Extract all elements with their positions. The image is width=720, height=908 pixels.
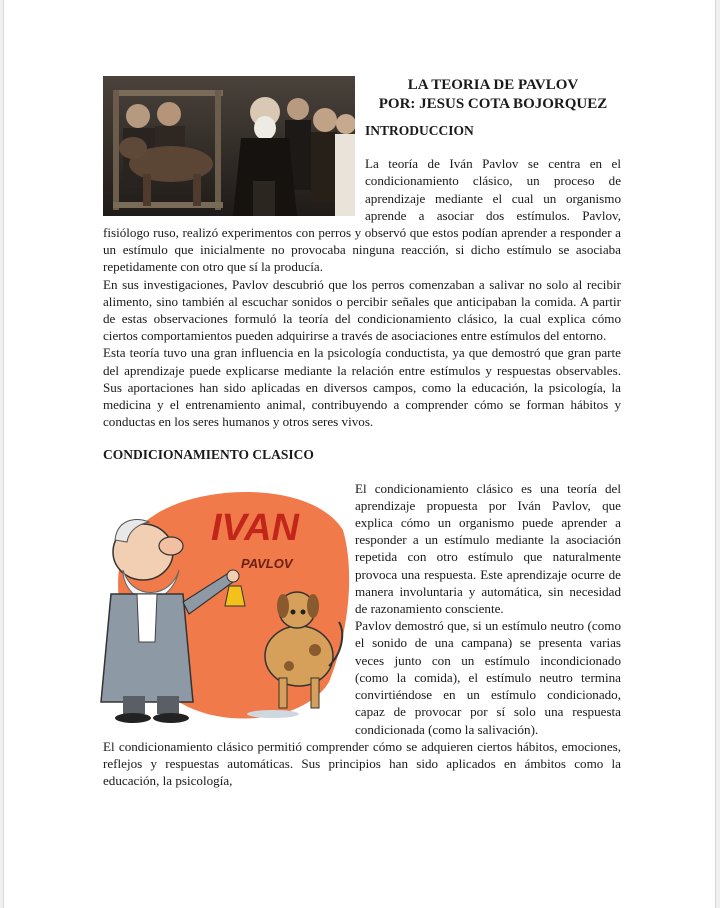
section-heading: CONDICIONAMIENTO CLASICO: [103, 447, 314, 463]
title-line-2: POR: JESUS COTA BOJORQUEZ: [378, 96, 608, 112]
intro-heading: INTRODUCCION: [365, 123, 474, 138]
document-title: [365, 76, 621, 114]
cartoon-svg: [93, 482, 351, 726]
historic-photo-pavlov-lab: [103, 76, 355, 216]
section-paragraph-1: [103, 480, 621, 618]
photo-illustration: [103, 76, 355, 216]
document-body: [103, 76, 621, 789]
intro-paragraph-2: En sus investigaciones, Pavlov descubrió que los perros comenzaban a salivar no solo al recibir alimento, sino también al escuchar sonidos o percibir señales que anticipaban la comida. A partir de estas observaciones formuló la teoría del condicionamiento clásico, la cual explica cómo ciertos comportamientos pueden adquirirse a través de asociaciones entre estímulos del entorno.: [103, 276, 621, 344]
document-page: [3, 0, 716, 908]
cartoon-title-word-1: IVAN: [211, 506, 299, 549]
section-paragraph-3: El condicionamiento clásico permitió comprender cómo se adquieren ciertos hábitos, emociones, reflejos y respuestas automáticas. Sus principios han sido aplicados en ámbitos como la educación, la psicología,: [103, 738, 621, 789]
section-paragraph-1-text: El condicionamiento clásico es una teoría del aprendizaje propuesta por Iván Pavlov, que explica cómo un organismo puede aprender a responder a un estímulo mediante la asociación repetida con otro estímulo que naturalmente provoca una respuesta. Este aprendizaje ocurre de manera involuntaria y automática, sin necesidad de razonamiento consciente.: [355, 480, 621, 617]
section-paragraph-2: Pavlov demostró que, si un estímulo neutro (como el sonido de una campana) se presenta varias veces junto con un estímulo incondicionado (como la comida), el estímulo neutro termina convirtiéndose en un estímulo condicionado, capaz de provocar por sí solo una respuesta condicionada (como la salivación).: [355, 618, 621, 737]
intro-paragraph-3: Esta teoría tuvo una gran influencia en la psicología conductista, ya que demostró que gran parte del aprendizaje puede explicarse mediante la relación entre estímulos y respuestas observables. Sus aportaciones han sido aplicadas en diversos campos, como la educación, la psicología, la medicina y el entrenamiento animal, contribuyendo a comprender cómo se forman hábitos y conductas en los seres humanos y otros seres vivos.: [103, 345, 621, 430]
intro-paragraph-1: La teoría de Iván Pavlov se centra en el condicionamiento clásico, un proceso de aprendizaje mediante el cual un organismo aprende a asociar dos estímulos. Pavlov, fisiólogo ruso, realizó experimentos con perros y observó que estos podían aprender a responder a un estímulo que inicialmente no provocaba ninguna reacción, si dicho estímulo se asociaba repetidamente con otro que sí la producía.: [103, 156, 621, 275]
pavlov-cartoon-illustration: [93, 482, 351, 726]
title-line-1: LA TEORIA DE PAVLOV: [407, 77, 579, 93]
cartoon-title-word-2: PAVLOV: [241, 555, 293, 571]
